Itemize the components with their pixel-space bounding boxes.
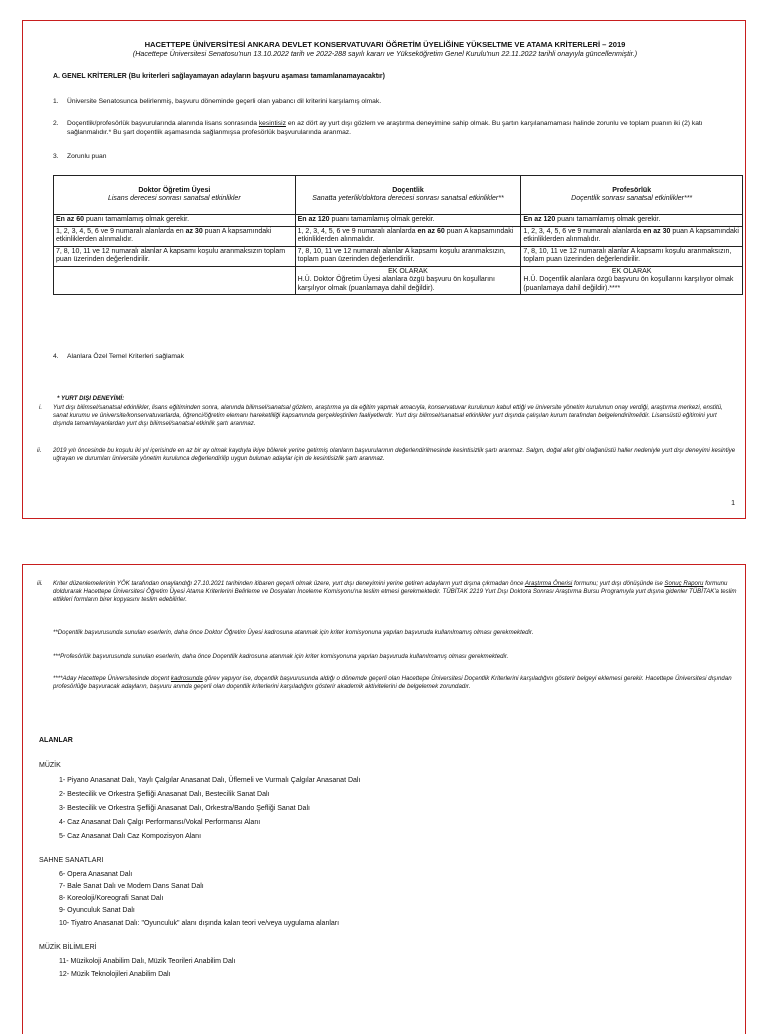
- table-cell: En az 60 puanı tamamlamış olmak gerekir.: [54, 215, 296, 227]
- table-row: [54, 246, 743, 266]
- table-cell: 1, 2, 3, 4, 5, 6 ve 9 numaralı alanlarda en az 30 puan A kapsamındaki etkinliklerden alınmalıdır.: [521, 226, 743, 246]
- section-a-heading: A. GENEL KRİTERLER (Bu kriterleri sağlayamayan adayların başvuru aşaması tamamlanamayacaktır): [53, 73, 385, 80]
- list-item: 7- Bale Sanat Dalı ve Modern Dans Sanat Dalı: [59, 883, 204, 890]
- footnote-iii-number: iii.: [37, 580, 43, 587]
- list-item: 3- Bestecilik ve Orkestra Şefliği Anasanat Dalı, Orkestra/Bando Şefliği Sanat Dalı: [59, 805, 310, 812]
- footnote-i-text: Yurt dışı bilimsel/sanatsal etkinlikler, lisans eğitiminden sonra, alanında bilimsel/sanatsal gözlem, araştırma ya da eğitim yapmak amacıyla, konservatuvar kurulunun kabul ettiği ve üniversite yönetim kurulunun onay verdiği, araştırma merkezi, enstitü, sanat kurumu ve üniversite/konservatuvarlarda, öğrenci/öğretim elemanı hareketliliği kapsamında gerçekleştirilen faaliyetlerdir. Yurt dışı bilimsel/sanatsal etkinlikler yurt dışında çalışılan kurum tarafından belgelendirilmelidir. Lisansüstü eğitimini yurt dışında tamamlayanlardan yurt dışı bilimsel/sanatsal etkinlik şartı aranmaz.: [53, 404, 723, 427]
- alanlar-heading: ALANLAR: [39, 737, 73, 744]
- item-3-number: 3.: [53, 153, 59, 160]
- list-item: 2- Bestecilik ve Orkestra Şefliği Anasanat Dalı, Bestecilik Sanat Dalı: [59, 791, 270, 798]
- note-quad-star: ****Aday Hacettepe Üniversitesinde doçent kadrosunda görev yapıyor ise, doçentlik başvurusunda aldığı o dönemde geçerli olan Hacettepe Üniversitesi Doçentlik Kriterlerini karşıladığını gösterir belgeyi eklemesi gerekir. Hacettepe Üniversitesi dışından profesörlüğe başvuracak adayların, başvuru anında geçerli olan doçentlik kriterlerini karşıladığını gösterir akademik aktivitelerini de belgelemek zorundadır.: [53, 675, 732, 691]
- table-row: [54, 215, 743, 227]
- muzik-category: MÜZİK: [39, 762, 61, 769]
- table-cell: EK OLARAK H.Ü. Doktor Öğretim Üyesi alanlara özgü başvuru ön koşullarını karşılıyor olmak (puanlamaya dahil değildir).: [295, 266, 521, 295]
- list-item: 8- Koreoloji/Koreografi Sanat Dalı: [59, 895, 164, 902]
- header-profesorluk: Profesörlük Doçentlik sonrası sanatsal etkinlikler***: [521, 176, 743, 215]
- table-row: [54, 226, 743, 246]
- note-triple-star: ***Profesörlük başvurusunda sunulan eserlerin, daha önce Doçentlik kadrosuna atanmak için kriter komisyonuna yapılan başvuruda kullanılmamış olması gerekmektedir.: [53, 653, 509, 660]
- bilim-category: MÜZİK BİLİMLERİ: [39, 944, 97, 951]
- table-cell: EK OLARAK H.Ü. Doçentlik alanlara özgü başvuru ön koşullarını karşılıyor olmak (puanlamaya dahil değildir).****: [521, 266, 743, 295]
- table-cell: 7, 8, 10, 11 ve 12 numaralı alanlar A kapsamı koşulu aranmaksızın toplam puan üzerinden değerlendirilir.: [54, 246, 296, 266]
- list-item: 4- Caz Anasanat Dalı Çalgı Performansı/Vokal Performansı Alanı: [59, 819, 261, 826]
- document-page-2: [22, 564, 746, 1034]
- footnote-iii-text: Kriter düzenlemelerinin YÖK tarafından onaylandığı 27.10.2021 tarihinden itibaren geçerli olmak üzere, yurt dışı deneyimini yerine getiren adayların yurt dışına çıkmadan önce Araştırma Önerisi formunu; yurt dışı dönüşünde ise Sonuç Raporu formunu doldurarak Hacettepe Üniversitesi Öğretim Üyesi Atama Kriterlerini Belirleme ve Dosyaları İnceleme Komisyonu'na teslim etmesi gerekmektedir. TÜBİTAK 2219 Yurt Dışı Doktora Sonrası Araştırma Bursu Programıyla yurt dışına gidenler TÜBİTAK'a teslim ettikleri formların birer kopyasını teslim edebilirler.: [53, 580, 737, 604]
- footnote-i-number: i.: [39, 404, 43, 411]
- table-cell: En az 120 puanı tamamlamış olmak gerekir.: [521, 215, 743, 227]
- list-item: 5- Caz Anasanat Dalı Caz Kompozisyon Alanı: [59, 833, 202, 840]
- table-row: [54, 266, 743, 295]
- list-item: 9- Oyunculuk Sanat Dalı: [59, 907, 135, 914]
- item-3-text: Zorunlu puan: [67, 153, 107, 160]
- item-1-number: 1.: [53, 98, 59, 105]
- table-cell: 7, 8, 10, 11 ve 12 numaralı alanlar A kapsamı koşulu aranmaksızın, toplam puan üzerinden değerlendirilir.: [521, 246, 743, 266]
- item-4-text: Alanlara Özel Temel Kriterleri sağlamak: [67, 353, 184, 360]
- list-item: 6- Opera Anasanat Dalı: [59, 871, 133, 878]
- header-docentlik: Doçentlik Sanatta yeterlik/doktora derecesi sonrası sanatsal etkinlikler**: [295, 176, 521, 215]
- table-cell: 7, 8, 10, 11 ve 12 numaralı alanlar A kapsamı koşulu aranmaksızın, toplam puan üzerinden değerlendirilir.: [295, 246, 521, 266]
- list-item: 12- Müzik Teknolojileri Anabilim Dalı: [59, 971, 171, 978]
- document-title: HACETTEPE ÜNİVERSİTESİ ANKARA DEVLET KONSERVATUVARI ÖĞRETİM ÜYELİĞİNE YÜKSELTME VE ATAMA KRİTERLERİ – 2019: [144, 40, 626, 49]
- table-cell-empty: [54, 266, 296, 295]
- table-header-row: [54, 176, 743, 215]
- page-number: 1: [731, 500, 735, 507]
- table-cell: En az 120 puanı tamamlamış olmak gerekir.: [295, 215, 521, 227]
- note-double-star: **Doçentlik başvurusunda sunulan eserlerin, daha önce Doktor Öğretim Üyesi kadrosuna atanmak için kriter komisyonuna yapılan başvuruda kullanılmamış olması gerekmektedir.: [53, 629, 534, 636]
- footnote-ii-text: 2019 yılı öncesinde bu koşulu iki yıl içerisinde en az bir ay olmak kaydıyla ikiye bölerek yerine getirmiş olanların başvurularının değerlendirilmesinde kesintisizlik şartı aranmaz. Salgın, doğal afet gibi olağanüstü haller nedeniyle yurt dışı deneyimi kesintiye uğrayan ve durumları üniversite yönetim kurulunca değerlendirilip uygun bulunan adaylar için de kesintisizlik şartı aranmaz.: [53, 447, 736, 462]
- document-subtitle: (Hacettepe Üniversitesi Senatosu'nun 13.10.2022 tarih ve 2022-288 sayılı kararı ve Yükseköğretim Genel Kurulu'nun 22.11.2022 tarihli onayıyla güncellenmiştir.): [132, 50, 638, 58]
- list-item: 11- Müzikoloji Anabilim Dalı, Müzik Teorileri Anabilim Dalı: [59, 958, 236, 965]
- item-2-text: Doçentlik/profesörlük başvurularında alanında lisans sonrasında kesintisiz en az dört ay yurt dışı gözlem ve araştırma deneyimine sahip olmak. Bu şartın karşılanamaması halinde zorunlu ve toplam puanın iki (2) katı sağlanmalıdır.* Bu şart doçentlik aşamasında sağlanmışsa profesörlük başvurularında aranmaz.: [67, 120, 703, 136]
- footnote-ii-number: ii.: [37, 447, 42, 454]
- table-cell: 1, 2, 3, 4, 5, 6 ve 9 numaralı alanlarda en az 30 puan A kapsamındaki etkinliklerden alınmalıdır.: [54, 226, 296, 246]
- sahne-category: SAHNE SANATLARI: [39, 857, 104, 864]
- list-item: 1- Piyano Anasanat Dalı, Yaylı Çalgılar Anasanat Dalı, Üflemeli ve Vurmalı Çalgılar Anasanat Dalı: [59, 777, 361, 784]
- item-2-number: 2.: [53, 120, 59, 127]
- criteria-table: [53, 175, 743, 295]
- footnote-heading: * YURT DIŞI DENEYİMİ:: [57, 395, 125, 402]
- list-item: 10- Tiyatro Anasanat Dalı: "Oyunculuk" alanı dışında kalan teori ve/veya uygulama alanları: [59, 920, 340, 927]
- header-doktor: Doktor Öğretim Üyesi Lisans derecesi sonrası sanatsal etkinlikler: [54, 176, 296, 215]
- table-cell: 1, 2, 3, 4, 5, 6 ve 9 numaralı alanlarda en az 60 puan A kapsamındaki etkinliklerden alınmalıdır.: [295, 226, 521, 246]
- item-1-text: Üniversite Senatosunca belirlenmiş, başvuru döneminde geçerli olan yabancı dil kriterini karşılamış olmak.: [67, 98, 382, 105]
- document-page-1: [22, 20, 746, 519]
- item-4-number: 4.: [53, 353, 59, 360]
